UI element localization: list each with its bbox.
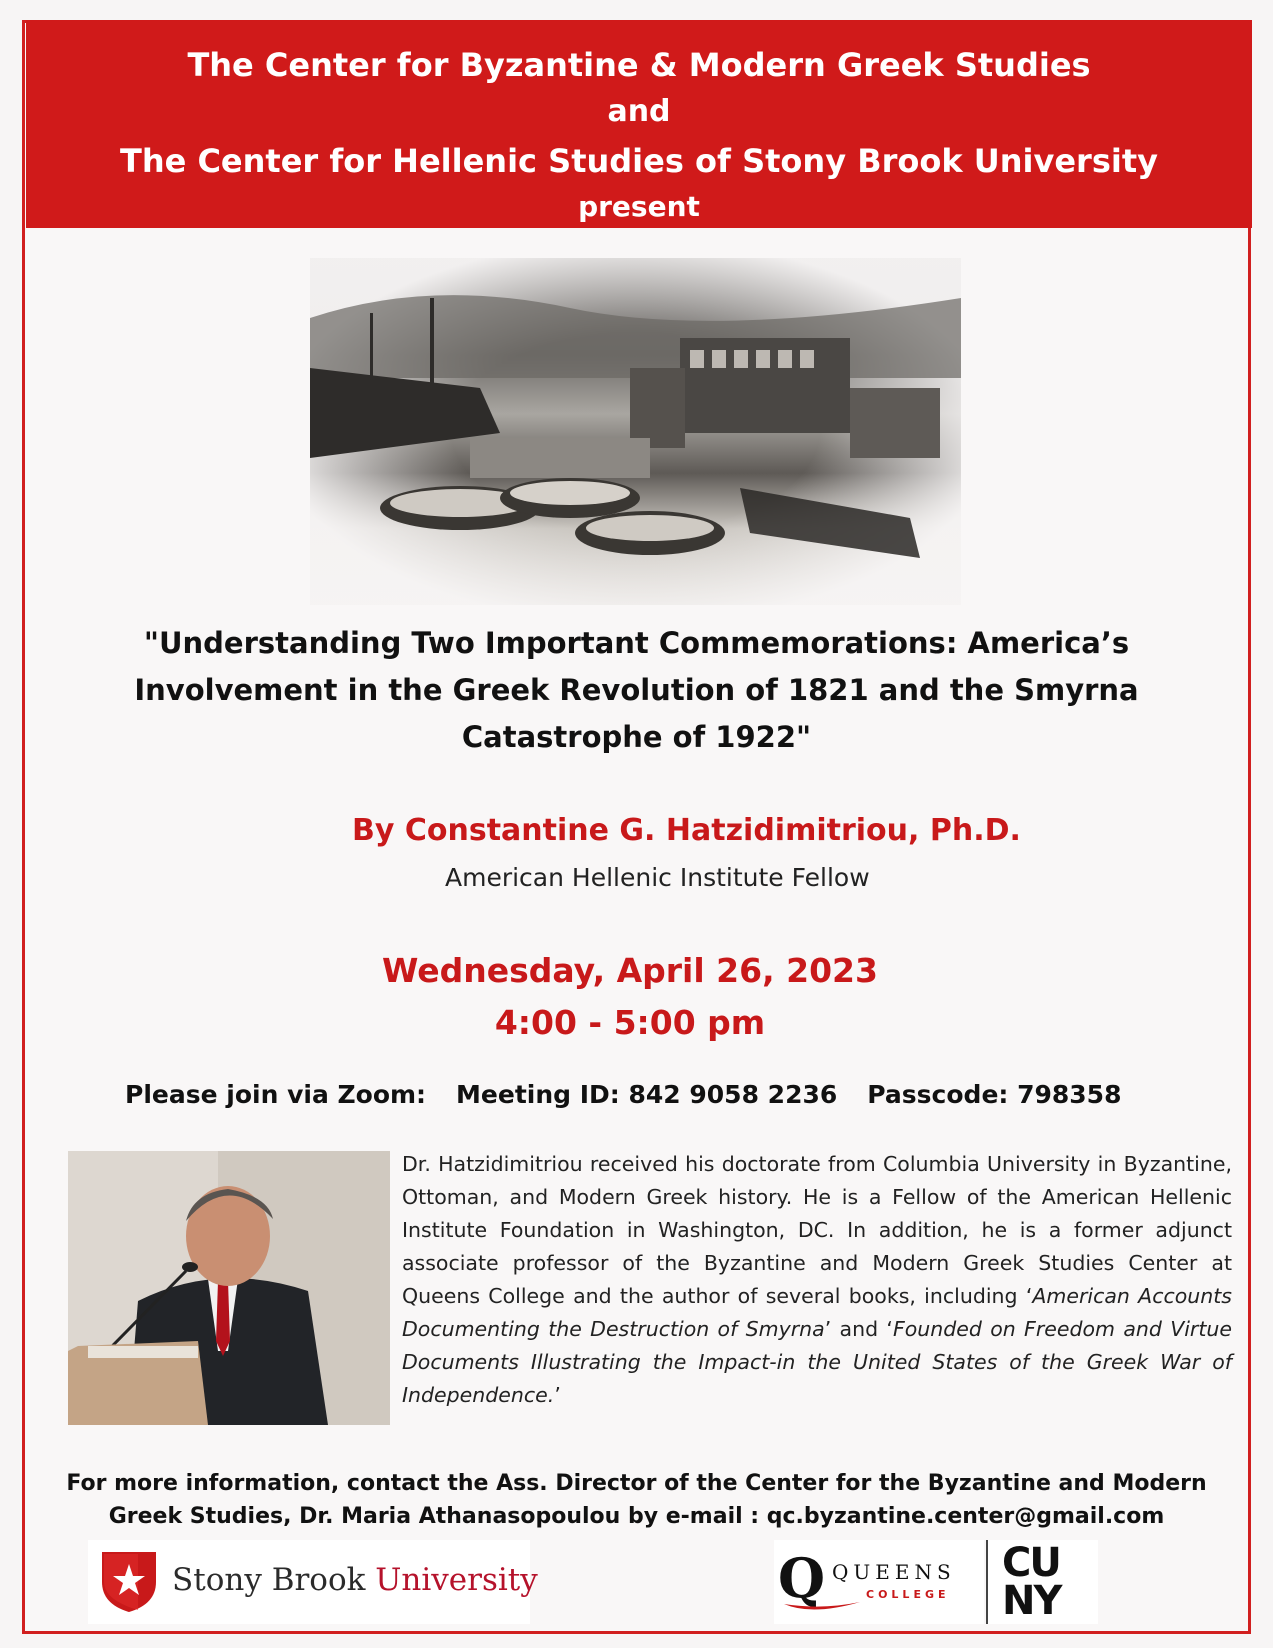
sbu-university: University [375, 1562, 538, 1598]
event-datetime [380, 945, 880, 1049]
header-line-1: The Center for Byzantine & Modern Greek Studies [187, 46, 1091, 84]
contact-line-1: For more information, contact the Ass. Director of the Center for the Byzantine and Modern [66, 1471, 1207, 1496]
speaker-bio [402, 1148, 1232, 1412]
cuny-wordmark [1002, 1540, 1061, 1624]
cuny-logo [986, 1540, 1098, 1624]
contact-info [40, 1467, 1233, 1533]
event-title-line-2: Involvement in the Greek Revolution of 1821 and the Smyrna [134, 673, 1139, 707]
event-title-line-1: "Understanding Two Important Commemorations: America’s [143, 626, 1130, 660]
header-banner [26, 20, 1252, 228]
event-title-line-3: Catastrophe of 1922" [461, 720, 812, 754]
speaker-illustration [68, 1151, 390, 1425]
speaker-affiliation: American Hellenic Institute Fellow [445, 863, 870, 892]
speaker-name: By Constantine G. Hatzidimitriou, Ph.D. [352, 813, 1021, 848]
qc-name: QUEENS [832, 1560, 956, 1584]
cuny-top: CU [1002, 1540, 1060, 1586]
zoom-info [125, 1080, 1151, 1109]
event-time: 4:00 - 5:00 pm [494, 1003, 766, 1042]
sbu-name: Stony Brook [172, 1562, 376, 1598]
zoom-meeting-id[interactable]: Meeting ID: 842 9058 2236 [456, 1080, 838, 1109]
qc-q-letter: Q [778, 1546, 826, 1610]
bio-text-2: ’ and ‘ [824, 1317, 893, 1341]
event-date: Wednesday, April 26, 2023 [382, 951, 878, 990]
zoom-passcode[interactable]: Passcode: 798358 [867, 1080, 1122, 1109]
bio-text-3: ’ [554, 1383, 561, 1407]
stony-brook-logo [88, 1540, 538, 1624]
stony-brook-wordmark [172, 1562, 538, 1598]
qc-college: COLLEGE [866, 1588, 950, 1601]
bio-text-1: Dr. Hatzidimitriou received his doctorate from Columbia University in Byzantine, Ottoman, and Modern Greek history. He is a Fellow of the American Hellenic Institute Foundation in Washington, DC. In addition, he is a former adjunct associate professor of the Byzantine and Modern Greek Studies Center at Queens College and the author of several books, including ‘ [402, 1152, 1232, 1308]
bio-book-2: Founded on Freedom and Virtue Documents Illustrating the Impact-in the United States of the Greek War of Independence. [402, 1317, 1232, 1407]
bio-book-1: American Accounts Documenting the Destruction of Smyrna [402, 1284, 1232, 1341]
event-title [60, 620, 1213, 761]
header-line-3: The Center for Hellenic Studies of Stony Brook University [119, 142, 1158, 180]
zoom-label: Please join via Zoom: [125, 1080, 427, 1109]
queens-college-logo [774, 1540, 984, 1624]
contact-line-2[interactable]: Greek Studies, Dr. Maria Athanasopoulou by e-mail : qc.byzantine.center@gmail.com [108, 1504, 1165, 1529]
harbor-illustration [310, 258, 961, 605]
header-line-4: present [578, 190, 700, 223]
header-line-2: and [607, 94, 671, 129]
smyrna-harbor-photo [310, 258, 961, 605]
speaker-at-podium-photo [68, 1151, 390, 1425]
stony-brook-shield-icon [98, 1548, 160, 1614]
qc-swoosh-icon [782, 1598, 862, 1618]
cuny-bottom: NY [1002, 1578, 1061, 1624]
